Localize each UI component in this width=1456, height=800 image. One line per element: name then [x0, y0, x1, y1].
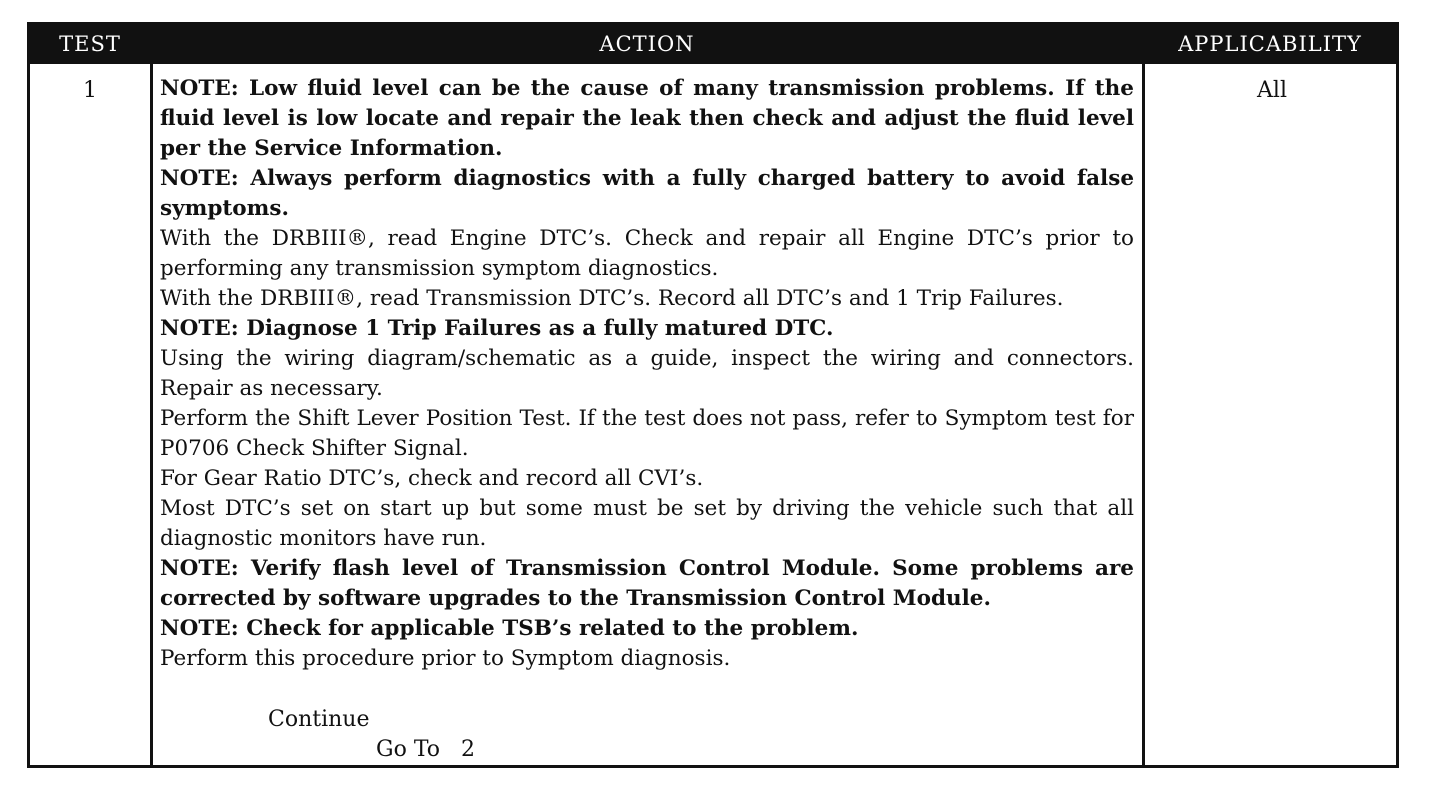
header-applicability: APPLICABILITY — [1178, 32, 1362, 56]
action-line: Perform the Shift Lever Position Test. If the test does not pass, refer to Symptom test for P0706 Check Shifter Signal. — [160, 406, 1134, 461]
table-header — [30, 25, 1396, 64]
action-line: NOTE: Low fluid level can be the cause of many transmission problems. If the fluid level is low locate and repair the leak then check and adjust the fluid level per the Service Information. — [160, 76, 1134, 161]
column-divider-applicability — [1142, 64, 1145, 765]
action-line: Perform this procedure prior to Symptom diagnosis. — [160, 646, 731, 671]
test-number: 1 — [83, 78, 97, 103]
column-divider-test — [150, 64, 153, 765]
header-action: ACTION — [599, 32, 695, 56]
action-line: NOTE: Check for applicable TSB’s related to the problem. — [160, 616, 859, 641]
continue-label: Continue — [268, 707, 370, 732]
goto-target: 2 — [461, 737, 476, 762]
goto-label: Go To — [376, 737, 441, 762]
action-line: Using the wiring diagram/schematic as a guide, inspect the wiring and connectors. Repair as necessary. — [160, 346, 1134, 401]
action-line: Most DTC’s set on start up but some must be set by driving the vehicle such that all diagnostic monitors have run. — [160, 496, 1134, 551]
action-line: For Gear Ratio DTC’s, check and record all CVI’s. — [160, 466, 704, 491]
action-line: With the DRBIII®, read Transmission DTC’s. Record all DTC’s and 1 Trip Failures. — [160, 286, 1064, 311]
diagnostic-table — [27, 22, 1399, 768]
action-cell — [160, 74, 1134, 674]
action-line: NOTE: Diagnose 1 Trip Failures as a fully matured DTC. — [160, 316, 834, 341]
action-line: NOTE: Verify flash level of Transmission Control Module. Some problems are corrected by software upgrades to the Transmission Control Module. — [160, 556, 1134, 611]
header-test: TEST — [59, 32, 121, 56]
action-line: With the DRBIII®, read Engine DTC’s. Check and repair all Engine DTC’s prior to performing any transmission symptom diagnostics. — [160, 226, 1134, 281]
applicability-value: All — [1257, 78, 1287, 103]
goto-reference — [376, 735, 475, 765]
action-line: NOTE: Always perform diagnostics with a fully charged battery to avoid false symptoms. — [160, 166, 1134, 221]
